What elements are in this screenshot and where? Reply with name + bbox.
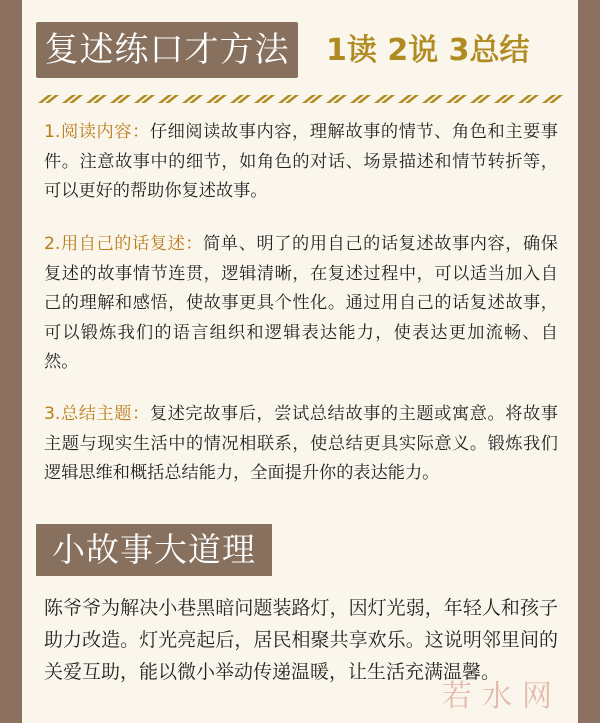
section-text: 简单、明了的用自己的话复述故事内容，确保复述的故事情节连贯，逻辑清晰，在复述过程中，可以适当加入自己的理解和感悟，使故事更具个性化。通过用自己的话复述故事，可以锻炼我们的语言组织和逻辑表达能力，使表达更加流畅、自然。 (44, 234, 558, 373)
chevron-mark (326, 95, 347, 103)
chevron-mark (254, 95, 275, 103)
chevron-pattern (38, 95, 566, 103)
section-retell (44, 230, 558, 378)
chevron-mark (398, 95, 419, 103)
chevron-mark (38, 95, 59, 103)
chevron-mark (278, 95, 299, 103)
chevron-mark (302, 95, 323, 103)
chevron-mark (542, 95, 563, 103)
chevron-mark (494, 95, 515, 103)
chevron-mark (182, 95, 203, 103)
header (36, 22, 566, 80)
section-label: 2.用自己的话复述： (44, 234, 204, 254)
decorative-divider (36, 92, 566, 106)
story-title: 小故事大道理 (36, 524, 272, 576)
page-subtitle: 1读 2说 3总结 (326, 33, 530, 68)
chevron-mark (134, 95, 155, 103)
chevron-mark (62, 95, 83, 103)
section-text: 仔细阅读故事内容，理解故事的情节、角色和主要事件。注意故事中的细节，如角色的对话、场景描述和情节转折等，可以更好的帮助你复述故事。 (44, 122, 558, 202)
chevron-mark (446, 95, 467, 103)
story-text: 陈爷爷为解决小巷黑暗问题装路灯，因灯光弱，年轻人和孩子助力改造。灯光亮起后，居民相聚共享欢乐。这说明邻里间的关爱互助，能以微小举动传递温暖，让生活充满温馨。 (44, 597, 558, 683)
chevron-mark (374, 95, 395, 103)
watermark: 若水网 (442, 679, 562, 714)
chevron-mark (110, 95, 131, 103)
page-title: 复述练口才方法 (36, 22, 298, 78)
section-text: 复述完故事后，尝试总结故事的主题或寓意。将故事主题与现实生活中的情况相联系，使总结更具实际意义。锻炼我们逻辑思维和概括总结能力，全面提升你的表达能力。 (44, 404, 558, 484)
chevron-mark (518, 95, 539, 103)
chevron-mark (350, 95, 371, 103)
chevron-mark (206, 95, 227, 103)
chevron-mark (86, 95, 107, 103)
section-label: 1.阅读内容： (44, 122, 150, 142)
chevron-mark (158, 95, 179, 103)
chevron-mark (230, 95, 251, 103)
section-label: 3.总结主题： (44, 404, 150, 424)
section-read (44, 118, 558, 207)
content-card (22, 0, 578, 723)
section-summary (44, 400, 558, 489)
chevron-mark (422, 95, 443, 103)
chevron-mark (470, 95, 491, 103)
